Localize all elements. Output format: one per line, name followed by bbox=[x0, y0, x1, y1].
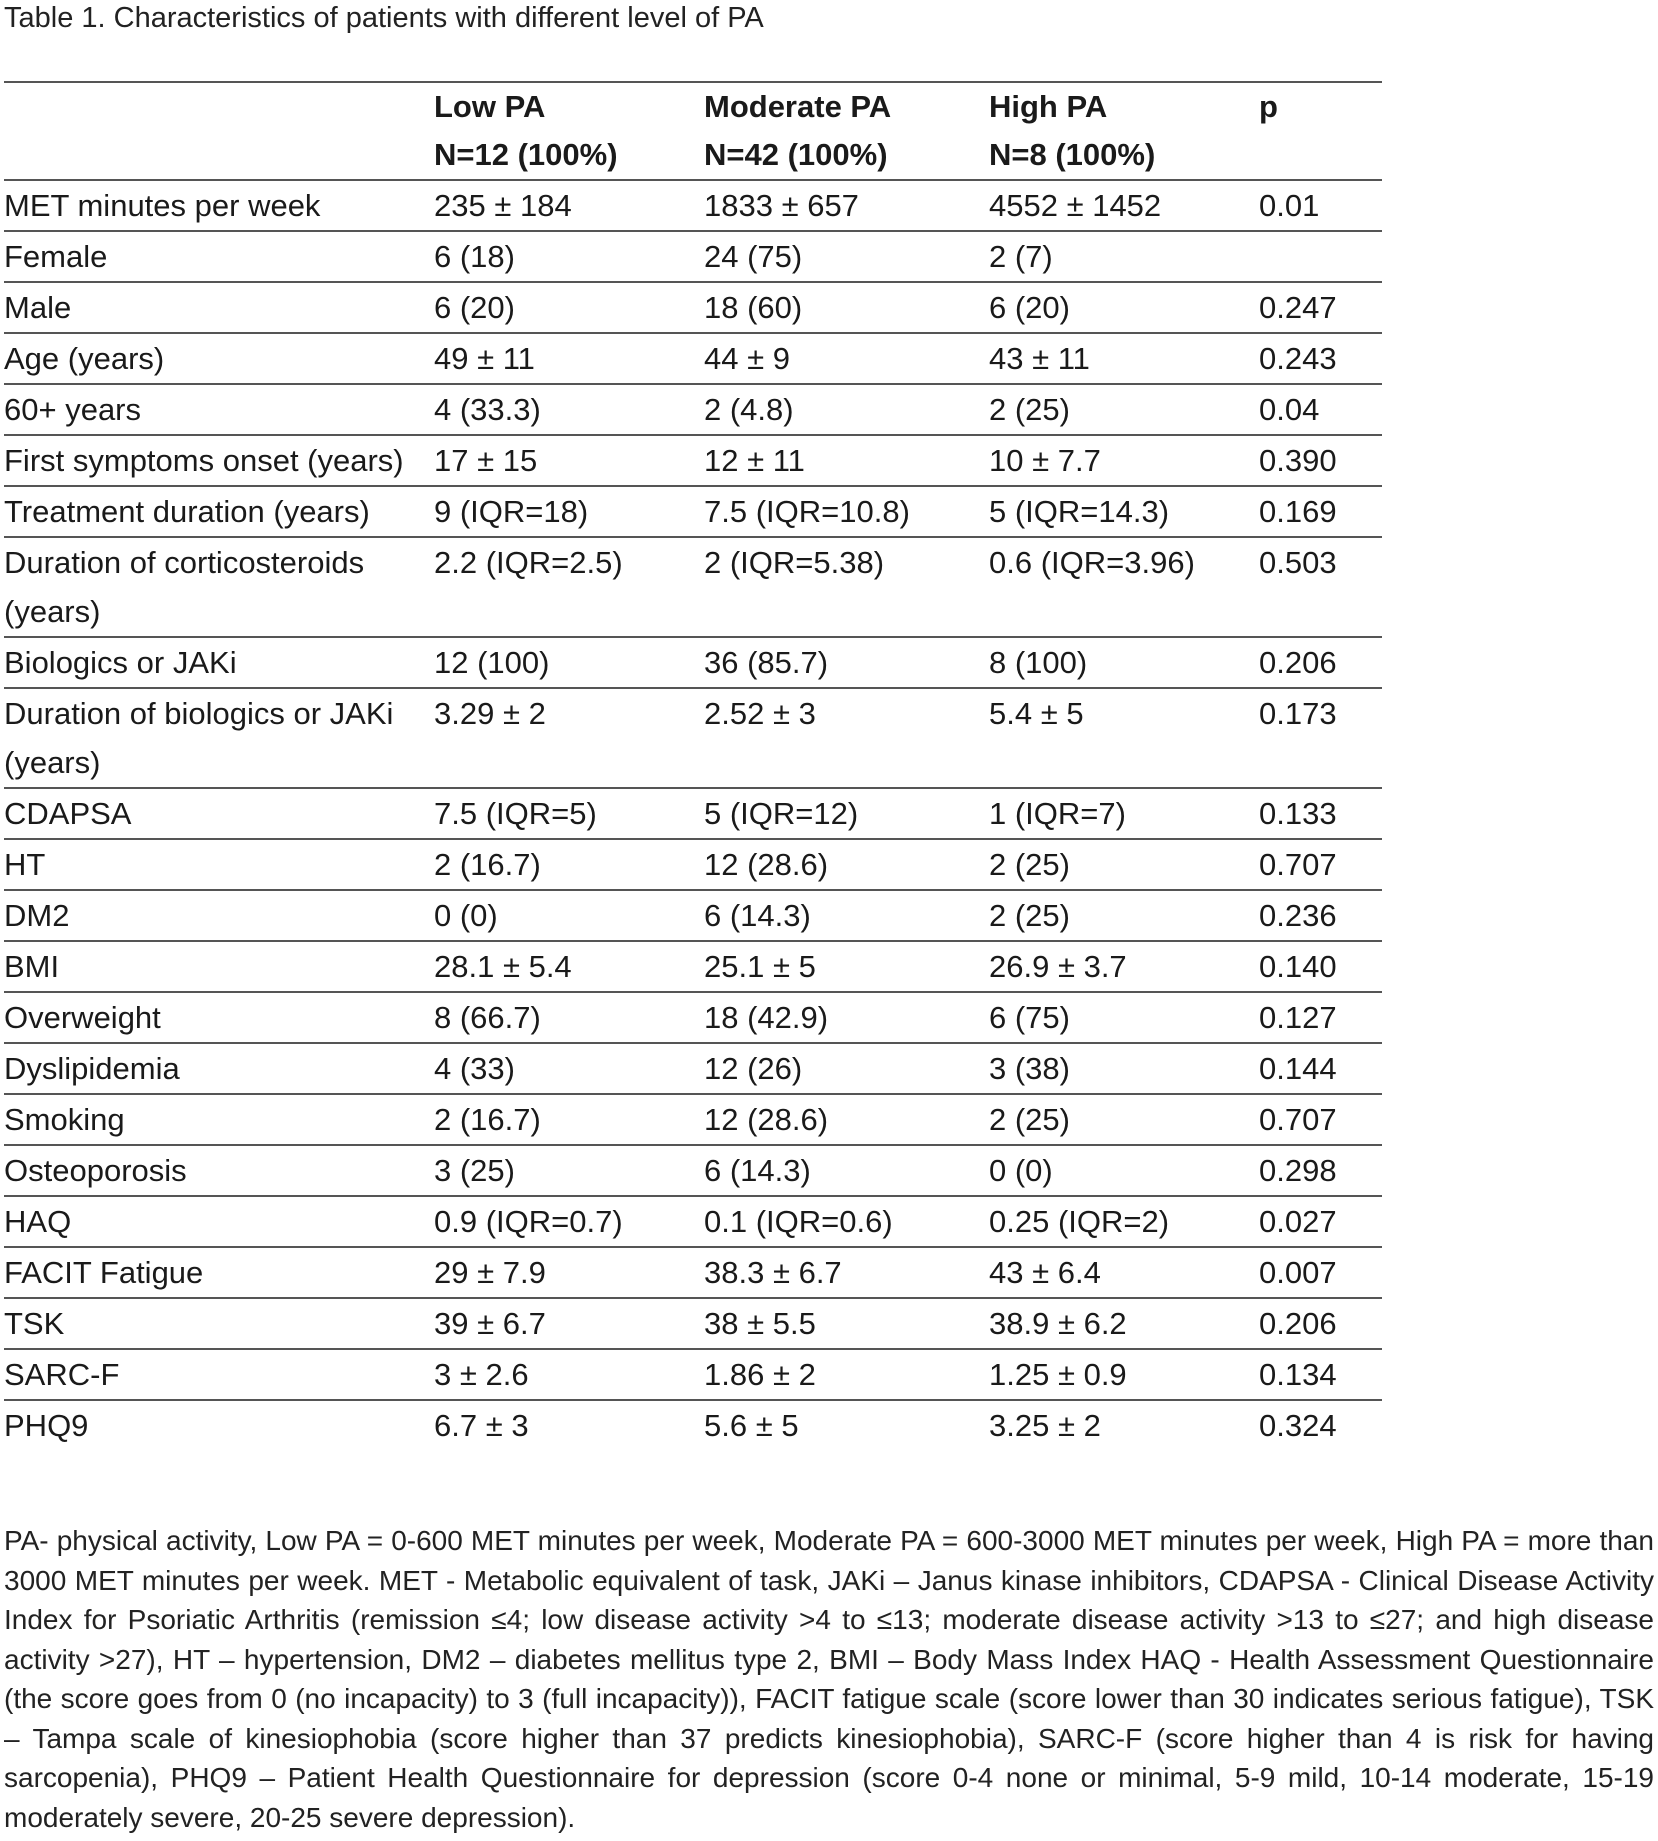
low-pa-value: 2.2 (IQR=2.5) bbox=[434, 545, 623, 580]
high-pa-value: 4552 ± 1452 bbox=[989, 188, 1162, 223]
moderate-pa-value: 12 ± 11 bbox=[704, 443, 805, 478]
p-value: 0.707 bbox=[1259, 1102, 1337, 1137]
characteristics-table bbox=[4, 81, 1382, 1450]
low-pa-value: 6 (18) bbox=[434, 239, 515, 274]
moderate-pa-value: 6 (14.3) bbox=[704, 1153, 811, 1188]
row-label: 60+ years bbox=[4, 392, 142, 427]
row-label: HAQ bbox=[4, 1204, 72, 1239]
table-row bbox=[4, 992, 1382, 1043]
low-pa-value: 3 (25) bbox=[434, 1153, 515, 1188]
row-label: FACIT Fatigue bbox=[4, 1255, 204, 1290]
p-value: 0.134 bbox=[1259, 1357, 1337, 1392]
p-value: 0.324 bbox=[1259, 1408, 1337, 1443]
moderate-pa-value: 5.6 ± 5 bbox=[704, 1408, 799, 1443]
low-pa-value: 39 ± 6.7 bbox=[434, 1306, 546, 1341]
row-label: CDAPSA bbox=[4, 796, 132, 831]
p-value: 0.247 bbox=[1259, 290, 1337, 325]
header-row bbox=[4, 82, 1382, 180]
moderate-pa-value: 24 (75) bbox=[704, 239, 803, 274]
moderate-pa-value: 18 (60) bbox=[704, 290, 803, 325]
table-row bbox=[4, 788, 1382, 839]
table-row bbox=[4, 282, 1382, 333]
table-row bbox=[4, 1094, 1382, 1145]
low-pa-value: 17 ± 15 bbox=[434, 443, 538, 478]
table-body bbox=[4, 180, 1382, 1450]
header-title: Low PA bbox=[434, 89, 546, 124]
row-label: Biologics or JAKi bbox=[4, 645, 237, 680]
high-pa-value: 0 (0) bbox=[989, 1153, 1053, 1188]
high-pa-value: 0.25 (IQR=2) bbox=[989, 1204, 1170, 1239]
low-pa-value: 9 (IQR=18) bbox=[434, 494, 589, 529]
moderate-pa-value: 12 (26) bbox=[704, 1051, 803, 1086]
table-row bbox=[4, 637, 1382, 688]
table-row bbox=[4, 839, 1382, 890]
table-caption: Table 1. Characteristics of patients with different level of PA bbox=[4, 2, 764, 34]
p-value: 0.707 bbox=[1259, 847, 1337, 882]
header-cell-low-pa bbox=[434, 82, 704, 180]
high-pa-value: 2 (25) bbox=[989, 392, 1070, 427]
row-label: Duration of biologics or JAKi (years) bbox=[4, 696, 394, 780]
header-cell-high-pa bbox=[989, 82, 1259, 180]
p-value: 0.503 bbox=[1259, 545, 1337, 580]
low-pa-value: 3.29 ± 2 bbox=[434, 696, 546, 731]
high-pa-value: 3.25 ± 2 bbox=[989, 1408, 1101, 1443]
p-value: 0.140 bbox=[1259, 949, 1337, 984]
high-pa-value: 38.9 ± 6.2 bbox=[989, 1306, 1127, 1341]
table-row bbox=[4, 537, 1382, 637]
table-row bbox=[4, 1400, 1382, 1450]
p-value: 0.236 bbox=[1259, 898, 1337, 933]
p-value: 0.04 bbox=[1259, 392, 1320, 427]
header-title: High PA bbox=[989, 89, 1108, 124]
p-value: 0.206 bbox=[1259, 645, 1337, 680]
table-row bbox=[4, 384, 1382, 435]
moderate-pa-value: 1833 ± 657 bbox=[704, 188, 859, 223]
low-pa-value: 4 (33.3) bbox=[434, 392, 541, 427]
p-value: 0.169 bbox=[1259, 494, 1337, 529]
p-value: 0.144 bbox=[1259, 1051, 1337, 1086]
row-label: HT bbox=[4, 847, 46, 882]
row-label: Age (years) bbox=[4, 341, 165, 376]
moderate-pa-value: 12 (28.6) bbox=[704, 1102, 829, 1137]
moderate-pa-value: 18 (42.9) bbox=[704, 1000, 829, 1035]
header-count: N=12 (100%) bbox=[434, 137, 618, 172]
p-value: 0.206 bbox=[1259, 1306, 1337, 1341]
moderate-pa-value: 1.86 ± 2 bbox=[704, 1357, 816, 1392]
row-label: Female bbox=[4, 239, 108, 274]
table-footnote: PA- physical activity, Low PA = 0-600 MET minutes per week, Moderate PA = 600-3000 MET minutes per week, High PA = more than 3000 MET minutes per week. MET - Metabolic equivalent of task, JAKi – Janus kinase inhibitors, CDAPSA - Clinical Disease Activity Index for Psoriatic Arthritis (remission ≤4; low disease activity >4 to ≤13; moderate disease activity >13 to ≤27; and high disease activity >27), HT – hypertension, DM2 – diabetes mellitus type 2, BMI – Body Mass Index HAQ - Health Assessment Questionnaire (the score goes from 0 (no incapacity) to 3 (full incapacity)), FACIT fatigue scale (score lower than 30 indicates serious fatigue), TSK – Tampa scale of kinesiophobia (score higher than 37 predicts kinesiophobia), SARC-F (score higher than 4 is risk for having sarcopenia), PHQ9 – Patient Health Questionnaire for depression (score 0-4 none or minimal, 5-9 mild, 10-14 moderate, 15-19 moderately severe, 20-25 severe depression). bbox=[4, 1525, 1654, 1833]
row-label: DM2 bbox=[4, 898, 70, 933]
row-label: Dyslipidemia bbox=[4, 1051, 180, 1086]
header-title: p bbox=[1259, 89, 1278, 124]
low-pa-value: 0.9 (IQR=0.7) bbox=[434, 1204, 623, 1239]
p-value: 0.127 bbox=[1259, 1000, 1337, 1035]
row-label: MET minutes per week bbox=[4, 188, 321, 223]
row-label: Overweight bbox=[4, 1000, 161, 1035]
moderate-pa-value: 2.52 ± 3 bbox=[704, 696, 816, 731]
low-pa-value: 2 (16.7) bbox=[434, 847, 541, 882]
moderate-pa-value: 36 (85.7) bbox=[704, 645, 829, 680]
table-row bbox=[4, 941, 1382, 992]
header-count: N=42 (100%) bbox=[704, 137, 888, 172]
row-label: Smoking bbox=[4, 1102, 125, 1137]
high-pa-value: 3 (38) bbox=[989, 1051, 1070, 1086]
table-row bbox=[4, 231, 1382, 282]
high-pa-value: 6 (20) bbox=[989, 290, 1070, 325]
table-row bbox=[4, 1145, 1382, 1196]
low-pa-value: 7.5 (IQR=5) bbox=[434, 796, 597, 831]
high-pa-value: 1.25 ± 0.9 bbox=[989, 1357, 1127, 1392]
low-pa-value: 8 (66.7) bbox=[434, 1000, 541, 1035]
p-value bbox=[1259, 231, 1382, 282]
high-pa-value: 5 (IQR=14.3) bbox=[989, 494, 1170, 529]
low-pa-value: 12 (100) bbox=[434, 645, 550, 680]
high-pa-value: 2 (7) bbox=[989, 239, 1053, 274]
p-value: 0.133 bbox=[1259, 796, 1337, 831]
table-row bbox=[4, 1043, 1382, 1094]
p-value: 0.01 bbox=[1259, 188, 1320, 223]
high-pa-value: 2 (25) bbox=[989, 847, 1070, 882]
moderate-pa-value: 12 (28.6) bbox=[704, 847, 829, 882]
moderate-pa-value: 25.1 ± 5 bbox=[704, 949, 816, 984]
moderate-pa-value: 38.3 ± 6.7 bbox=[704, 1255, 842, 1290]
row-label: Duration of corticosteroids (years) bbox=[4, 545, 365, 629]
low-pa-value: 235 ± 184 bbox=[434, 188, 572, 223]
low-pa-value: 28.1 ± 5.4 bbox=[434, 949, 572, 984]
p-value: 0.007 bbox=[1259, 1255, 1337, 1290]
row-label: TSK bbox=[4, 1306, 65, 1341]
row-label: BMI bbox=[4, 949, 60, 984]
header-cell-moderate-pa bbox=[704, 82, 989, 180]
moderate-pa-value: 2 (IQR=5.38) bbox=[704, 545, 885, 580]
high-pa-value: 43 ± 6.4 bbox=[989, 1255, 1101, 1290]
p-value: 0.173 bbox=[1259, 696, 1337, 731]
table-row bbox=[4, 435, 1382, 486]
moderate-pa-value: 44 ± 9 bbox=[704, 341, 790, 376]
high-pa-value: 10 ± 7.7 bbox=[989, 443, 1101, 478]
high-pa-value: 1 (IQR=7) bbox=[989, 796, 1126, 831]
row-label: Treatment duration (years) bbox=[4, 494, 370, 529]
table-row bbox=[4, 890, 1382, 941]
moderate-pa-value: 5 (IQR=12) bbox=[704, 796, 859, 831]
high-pa-value: 6 (75) bbox=[989, 1000, 1070, 1035]
table-row bbox=[4, 688, 1382, 788]
moderate-pa-value: 7.5 (IQR=10.8) bbox=[704, 494, 910, 529]
high-pa-value: 5.4 ± 5 bbox=[989, 696, 1084, 731]
low-pa-value: 6 (20) bbox=[434, 290, 515, 325]
table-row bbox=[4, 180, 1382, 231]
low-pa-value: 29 ± 7.9 bbox=[434, 1255, 546, 1290]
table-row bbox=[4, 1196, 1382, 1247]
row-label: Male bbox=[4, 290, 72, 325]
table-row bbox=[4, 1247, 1382, 1298]
high-pa-value: 2 (25) bbox=[989, 1102, 1070, 1137]
p-value: 0.298 bbox=[1259, 1153, 1337, 1188]
header-count: N=8 (100%) bbox=[989, 137, 1156, 172]
high-pa-value: 8 (100) bbox=[989, 645, 1088, 680]
low-pa-value: 3 ± 2.6 bbox=[434, 1357, 529, 1392]
p-value: 0.390 bbox=[1259, 443, 1337, 478]
high-pa-value: 0.6 (IQR=3.96) bbox=[989, 545, 1195, 580]
low-pa-value: 6.7 ± 3 bbox=[434, 1408, 529, 1443]
row-label: First symptoms onset (years) bbox=[4, 443, 404, 478]
low-pa-value: 0 (0) bbox=[434, 898, 498, 933]
high-pa-value: 26.9 ± 3.7 bbox=[989, 949, 1127, 984]
moderate-pa-value: 2 (4.8) bbox=[704, 392, 794, 427]
row-label: PHQ9 bbox=[4, 1408, 89, 1443]
table-row bbox=[4, 333, 1382, 384]
p-value: 0.243 bbox=[1259, 341, 1337, 376]
high-pa-value: 43 ± 11 bbox=[989, 341, 1090, 376]
header-title: Moderate PA bbox=[704, 89, 892, 124]
p-value: 0.027 bbox=[1259, 1204, 1337, 1239]
low-pa-value: 49 ± 11 bbox=[434, 341, 535, 376]
moderate-pa-value: 0.1 (IQR=0.6) bbox=[704, 1204, 893, 1239]
table-row bbox=[4, 1298, 1382, 1349]
moderate-pa-value: 6 (14.3) bbox=[704, 898, 811, 933]
header-cell bbox=[4, 82, 434, 180]
row-label: Osteoporosis bbox=[4, 1153, 187, 1188]
high-pa-value: 2 (25) bbox=[989, 898, 1070, 933]
header-cell-p bbox=[1259, 82, 1382, 180]
low-pa-value: 2 (16.7) bbox=[434, 1102, 541, 1137]
moderate-pa-value: 38 ± 5.5 bbox=[704, 1306, 816, 1341]
table-row bbox=[4, 486, 1382, 537]
row-label: SARC-F bbox=[4, 1357, 120, 1392]
table-row bbox=[4, 1349, 1382, 1400]
low-pa-value: 4 (33) bbox=[434, 1051, 515, 1086]
